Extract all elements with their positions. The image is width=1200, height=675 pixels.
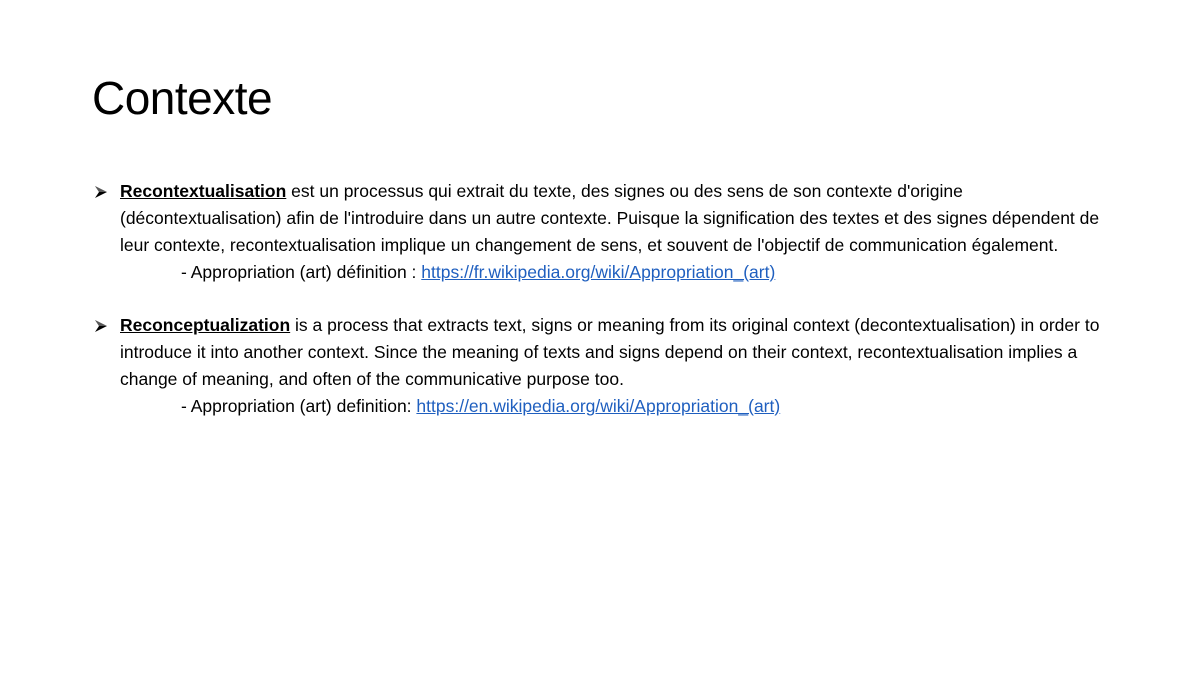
bullet-body-text: is a process that extracts text, signs or meaning from its original context (decontextualisation) in order to introduce it into another context. Since the meaning of texts and signs depend on their context, recontextualisation implies a change of meaning, and often of the communicative purpose too. — [120, 315, 1100, 389]
sub-line-label: - Appropriation (art) définition : — [181, 262, 422, 282]
term-heading: Reconceptualization — [120, 315, 291, 335]
sub-line-label: - Appropriation (art) definition: — [181, 396, 417, 416]
sub-line-definition — [120, 259, 1124, 286]
bullet-body-text: est un processus qui extrait du texte, des signes ou des sens de son contexte d'origine (décontextualisation) afin de l'introduire dans un autre contexte. Puisque la signification des textes et des signes dépendent de leur contexte, recontextualisation implique un changement de sens, et souvent de l'objectif de communication également. — [120, 181, 1100, 255]
arrowhead-bullet-icon — [94, 178, 112, 205]
bullet-paragraph — [120, 312, 1124, 393]
bullet-paragraph — [120, 178, 1124, 259]
bullet-item-recontextualisation — [94, 178, 1124, 286]
bullet-list — [94, 178, 1124, 446]
wikipedia-link-en[interactable]: https://en.wikipedia.org/wiki/Appropriation_(art) — [416, 396, 781, 416]
wikipedia-link-fr[interactable]: https://fr.wikipedia.org/wiki/Appropriation_(art) — [421, 262, 776, 282]
term-heading: Recontextualisation — [120, 181, 287, 201]
sub-line-definition — [120, 393, 1124, 420]
slide-title: Contexte — [92, 72, 273, 124]
arrowhead-bullet-icon — [94, 312, 112, 339]
bullet-item-reconceptualization — [94, 312, 1124, 420]
